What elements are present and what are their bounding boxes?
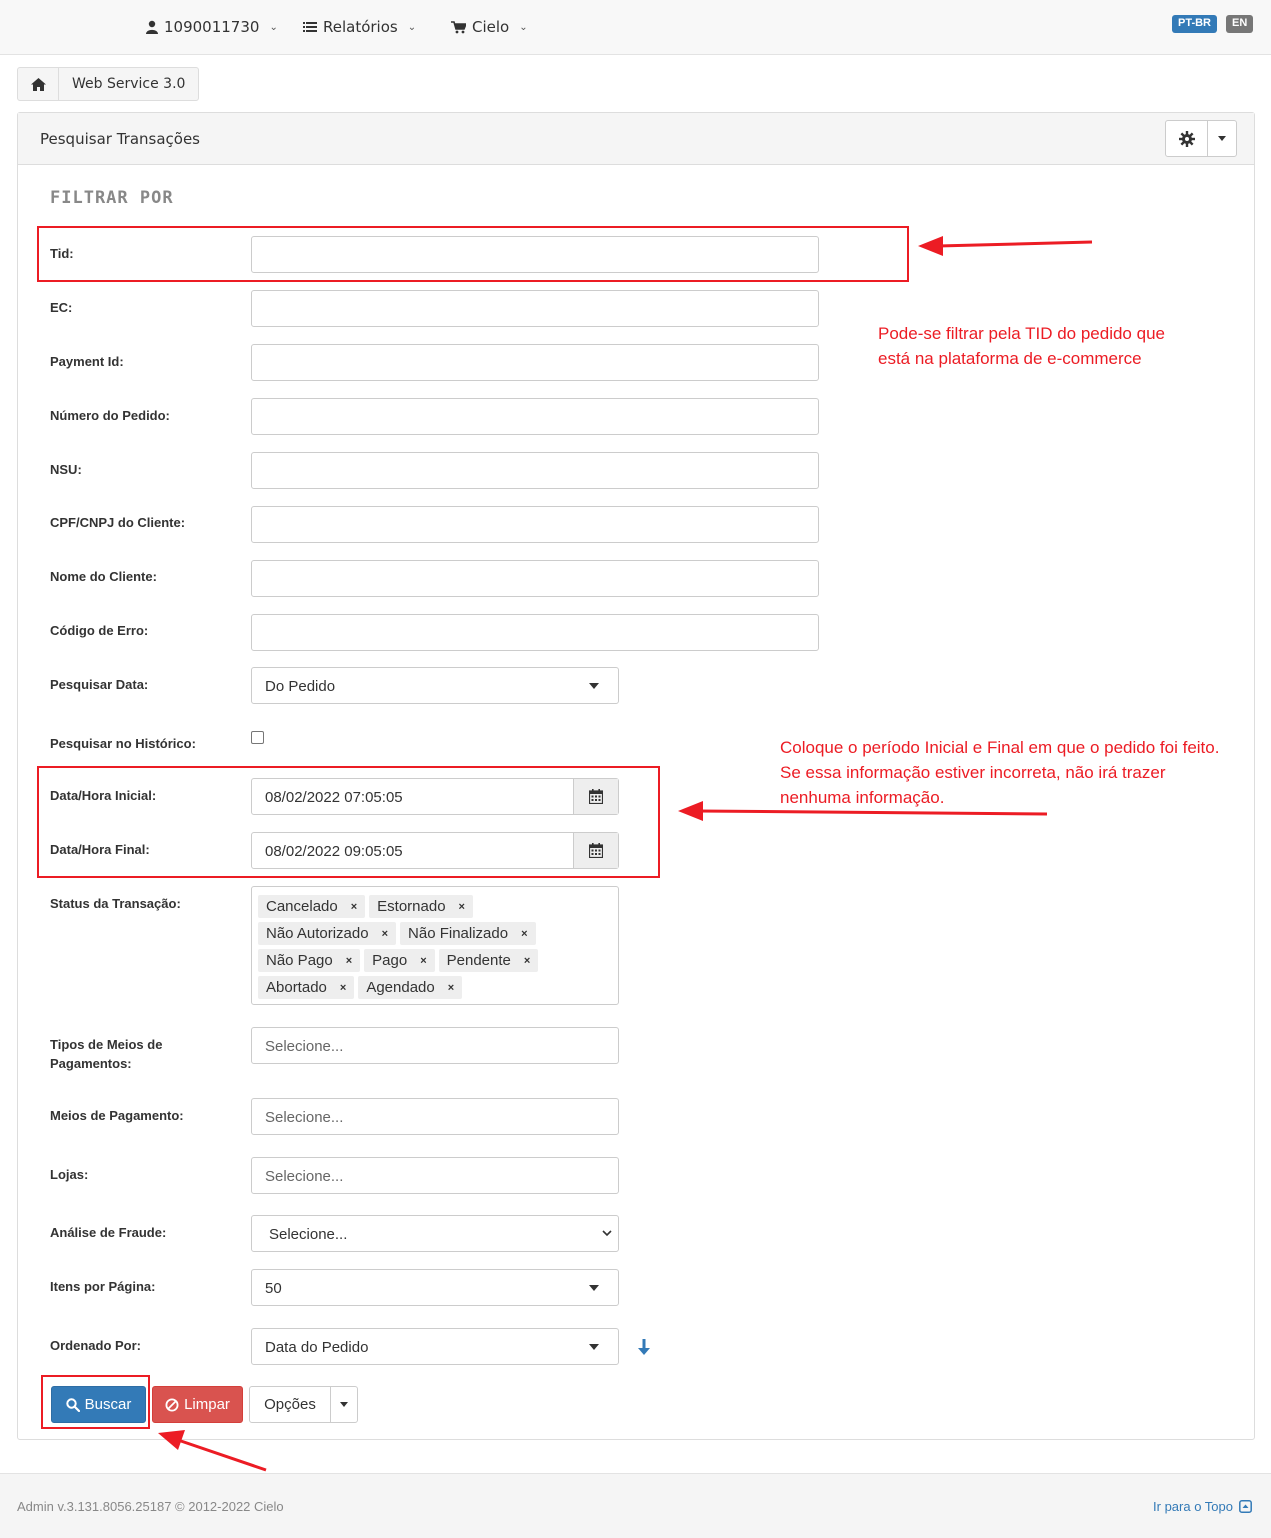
account-menu[interactable] (146, 18, 278, 36)
payment-types-select[interactable] (251, 1027, 619, 1064)
date-annotation-line2: Se essa informação estiver incorreta, não irá trazer (780, 763, 1166, 782)
date-annotation-line3: nenhuma informação. (780, 788, 945, 807)
tid-annotation-line2: está na plataforma de e-commerce (878, 349, 1142, 368)
options-dropdown-toggle[interactable] (331, 1387, 357, 1422)
status-tag (400, 922, 536, 945)
status-tag (258, 949, 360, 972)
fraud-analysis-label: Análise de Fraude: (50, 1225, 167, 1240)
remove-tag-icon[interactable]: × (381, 927, 389, 940)
tag-row (258, 921, 612, 946)
options-button-group (249, 1386, 358, 1423)
arrow-up-square-icon (1239, 1500, 1252, 1513)
tag-label: Não Autorizado (266, 925, 369, 942)
end-datetime-value: 08/02/2022 09:05:05 (265, 843, 403, 860)
cart-icon (451, 21, 466, 34)
status-tag (439, 949, 539, 972)
tag-label: Cancelado (266, 898, 338, 915)
status-tag (358, 976, 462, 999)
fraud-analysis-select[interactable] (251, 1215, 619, 1252)
status-tag (258, 895, 365, 918)
tag-row (258, 894, 612, 919)
home-icon (31, 78, 46, 91)
ec-input[interactable] (251, 290, 819, 327)
payment-types-label-line2: Pagamentos: (50, 1056, 132, 1071)
tag-label: Abortado (266, 979, 327, 996)
tid-label: Tid: (50, 246, 74, 261)
payment-methods-select[interactable] (251, 1098, 619, 1135)
ordered-by-label: Ordenado Por: (50, 1338, 142, 1353)
chevron-down-icon: ⌄ (519, 21, 528, 33)
search-date-select[interactable] (251, 667, 619, 704)
cielo-menu[interactable] (451, 18, 528, 36)
settings-button[interactable] (1166, 121, 1208, 156)
search-history-label: Pesquisar no Histórico: (50, 736, 196, 751)
chevron-down-icon (602, 1230, 612, 1237)
remove-tag-icon[interactable]: × (447, 981, 455, 994)
payment-id-input[interactable] (251, 344, 819, 381)
ec-label: EC: (50, 300, 73, 315)
start-datetime-label: Data/Hora Inicial: (50, 788, 157, 803)
items-per-page-value: 50 (265, 1280, 282, 1297)
customer-name-label: Nome do Cliente: (50, 569, 157, 584)
panel-tools (1165, 120, 1237, 157)
payment-types-label (50, 1035, 162, 1073)
ordered-by-value: Data do Pedido (265, 1339, 369, 1356)
remove-tag-icon[interactable]: × (350, 900, 358, 913)
tag-label: Estornado (377, 898, 446, 915)
back-to-top-link[interactable] (1153, 1499, 1252, 1514)
panel-title: Pesquisar Transações (40, 130, 200, 148)
payment-methods-label: Meios de Pagamento: (50, 1108, 184, 1123)
reports-menu[interactable] (303, 18, 416, 36)
caret-down-icon (589, 1285, 599, 1291)
error-code-label: Código de Erro: (50, 623, 149, 638)
caret-down-icon (589, 683, 599, 689)
remove-tag-icon[interactable]: × (339, 981, 347, 994)
search-history-checkbox[interactable] (251, 731, 264, 744)
tid-annotation (878, 321, 1165, 371)
clear-button-label: Limpar (184, 1396, 230, 1413)
search-highlight-box (41, 1375, 150, 1429)
search-button-label: Buscar (84, 1396, 132, 1413)
footer (0, 1473, 1271, 1538)
customer-name-input[interactable] (251, 560, 819, 597)
datetime-highlight-box (37, 766, 660, 878)
start-datetime-value: 08/02/2022 07:05:05 (265, 789, 403, 806)
user-icon (146, 20, 158, 34)
filter-heading: FILTRAR POR (50, 188, 174, 208)
remove-tag-icon[interactable]: × (521, 927, 528, 940)
items-per-page-label: Itens por Página: (50, 1279, 156, 1294)
account-label: 1090011730 (164, 18, 260, 36)
cpf-cnpj-label: CPF/CNPJ do Cliente: (50, 515, 186, 530)
options-button[interactable]: Opções (250, 1387, 331, 1422)
end-datetime-label: Data/Hora Final: (50, 842, 150, 857)
cielo-label: Cielo (472, 18, 510, 36)
error-code-input[interactable] (251, 614, 819, 651)
remove-tag-icon[interactable]: × (345, 954, 353, 967)
tag-label: Pago (372, 952, 408, 969)
tag-label: Não Pago (266, 952, 333, 969)
breadcrumb-current[interactable]: Web Service 3.0 (72, 76, 186, 92)
search-date-label: Pesquisar Data: (50, 677, 149, 692)
breadcrumb (17, 67, 199, 101)
status-label: Status da Transação: (50, 896, 181, 911)
back-to-top-label: Ir para o Topo (1153, 1499, 1233, 1514)
status-tag (364, 949, 434, 972)
order-number-label: Número do Pedido: (50, 408, 170, 423)
stores-placeholder: Selecione... (265, 1168, 344, 1185)
date-annotation-line1: Coloque o período Inicial e Final em que o pedido foi feito. (780, 738, 1220, 757)
nsu-label: NSU: (50, 462, 82, 477)
tag-label: Pendente (446, 952, 511, 969)
status-multiselect[interactable] (251, 886, 619, 1005)
chevron-down-icon: ⌄ (407, 21, 417, 33)
tag-row (258, 975, 612, 1000)
remove-tag-icon[interactable]: × (420, 954, 427, 967)
panel-header (18, 113, 1254, 165)
date-annotation (780, 735, 1219, 810)
status-tag (258, 976, 354, 999)
lang-en-button[interactable]: EN (1226, 15, 1253, 33)
fraud-analysis-value: Selecione... (269, 1226, 348, 1243)
caret-down-icon (1218, 136, 1226, 141)
payment-types-label-line1: Tipos de Meios de (50, 1037, 163, 1052)
cpf-cnpj-input[interactable] (251, 506, 819, 543)
reports-label: Relatórios (323, 18, 398, 36)
status-tag (369, 895, 473, 918)
tid-annotation-line1: Pode-se filtrar pela TID do pedido que (878, 324, 1165, 343)
home-link[interactable] (18, 68, 59, 100)
stores-select[interactable] (251, 1157, 619, 1194)
search-date-value: Do Pedido (265, 678, 336, 695)
panel-tools-dropdown[interactable] (1208, 121, 1236, 156)
nsu-input[interactable] (251, 452, 819, 489)
tid-highlight-box (37, 226, 909, 282)
status-tag (258, 922, 396, 945)
clear-button[interactable] (152, 1386, 243, 1423)
copyright-text: Admin v.3.131.8056.25187 © 2012-2022 Cielo (17, 1499, 284, 1514)
tag-label: Agendado (366, 979, 435, 996)
ban-icon (165, 1398, 179, 1412)
tag-row (258, 948, 612, 973)
list-icon (303, 21, 317, 33)
chevron-down-icon: ⌄ (269, 21, 278, 33)
items-per-page-select[interactable] (251, 1269, 619, 1306)
order-number-input[interactable] (251, 398, 819, 435)
ordered-by-select[interactable] (251, 1328, 619, 1365)
payment-methods-placeholder: Selecione... (265, 1109, 344, 1126)
sort-desc-icon[interactable] (637, 1339, 651, 1356)
stores-label: Lojas: (50, 1167, 89, 1182)
tag-label: Não Finalizado (408, 925, 509, 942)
caret-down-icon (589, 1344, 599, 1350)
payment-id-label: Payment Id: (50, 354, 124, 369)
payment-types-placeholder: Selecione... (265, 1038, 344, 1055)
remove-tag-icon[interactable]: × (523, 954, 531, 967)
remove-tag-icon[interactable]: × (458, 900, 465, 913)
top-navbar (0, 0, 1271, 55)
caret-down-icon (340, 1402, 348, 1407)
gear-icon (1179, 131, 1195, 147)
lang-pt-button[interactable]: PT-BR (1172, 15, 1217, 33)
